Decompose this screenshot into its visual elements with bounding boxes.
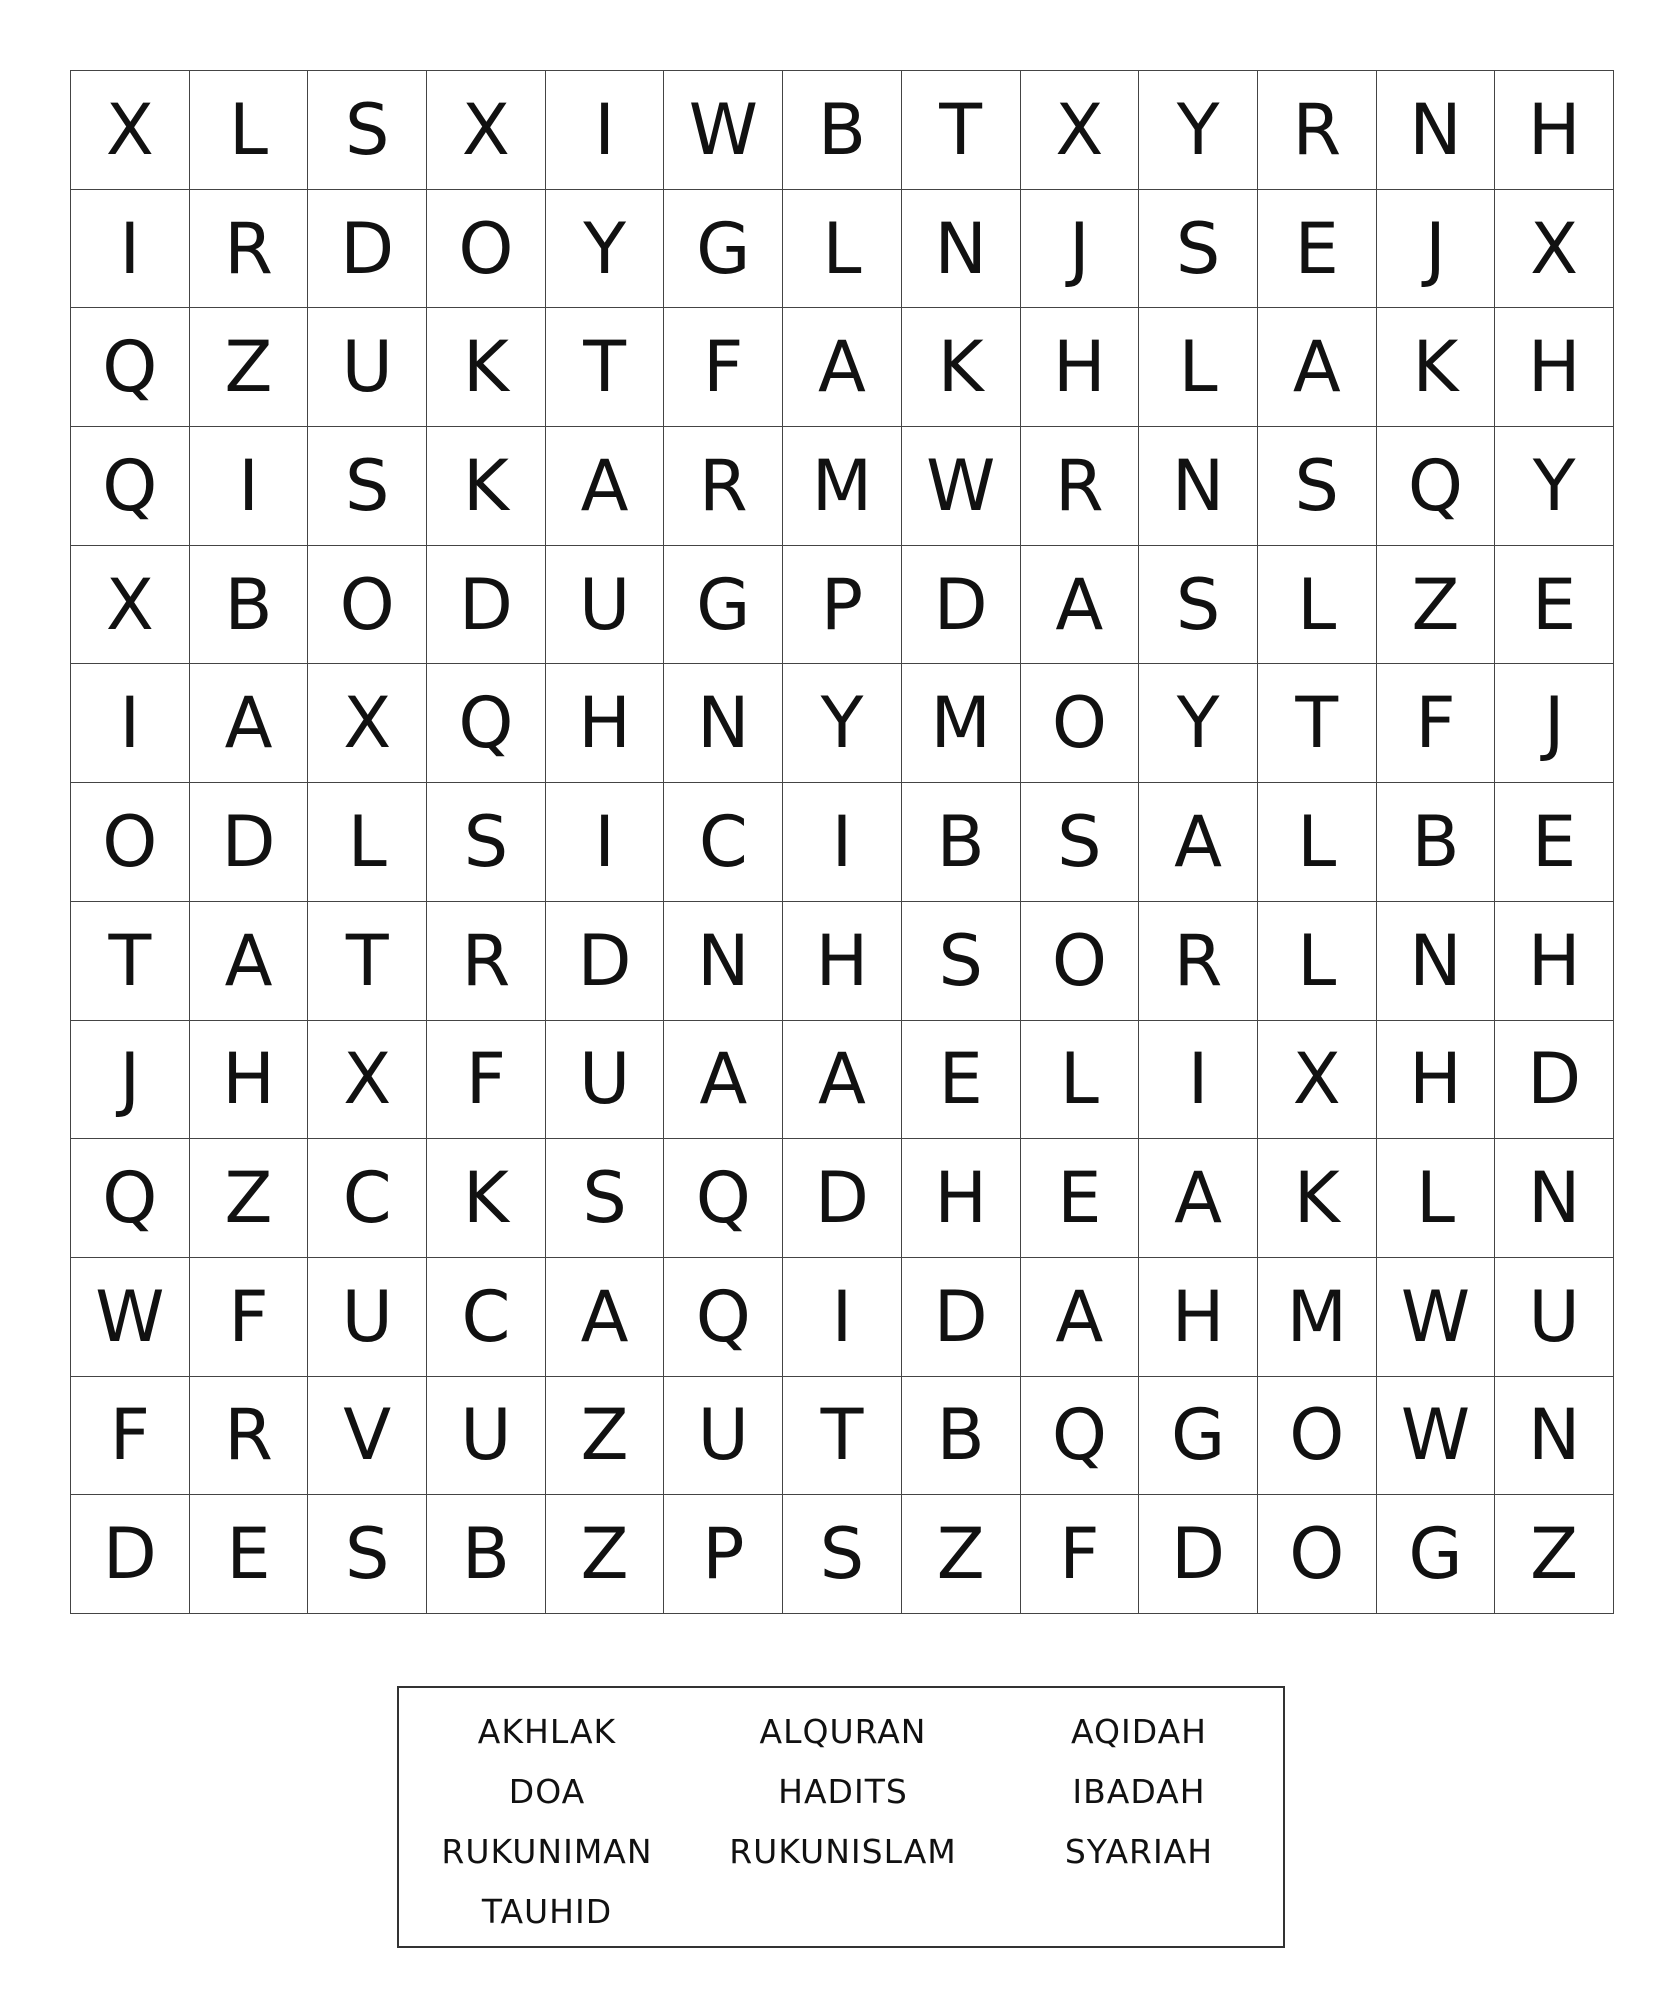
grid-cell[interactable]: U [427, 1377, 546, 1496]
grid-cell[interactable]: X [1258, 1021, 1377, 1140]
grid-cell[interactable]: O [1258, 1495, 1377, 1614]
grid-cell[interactable]: S [546, 1139, 665, 1258]
grid-cell[interactable]: A [546, 1258, 665, 1377]
grid-cell[interactable]: H [783, 902, 902, 1021]
grid-cell[interactable]: L [783, 190, 902, 309]
grid-cell[interactable]: Q [71, 1139, 190, 1258]
grid-cell[interactable]: F [1377, 664, 1496, 783]
grid-cell[interactable]: O [71, 783, 190, 902]
grid-cell[interactable]: L [190, 71, 309, 190]
word-bank-item: HADITS [778, 1772, 908, 1811]
grid-cell[interactable]: W [1377, 1377, 1496, 1496]
grid-cell[interactable]: X [71, 546, 190, 665]
grid-cell[interactable]: M [1258, 1258, 1377, 1377]
grid-cell[interactable]: A [783, 1021, 902, 1140]
grid-cell[interactable]: F [190, 1258, 309, 1377]
grid-cell[interactable]: J [1495, 664, 1614, 783]
grid-cell[interactable]: S [308, 1495, 427, 1614]
grid-cell[interactable]: A [664, 1021, 783, 1140]
grid-cell[interactable]: W [902, 427, 1021, 546]
grid-cell[interactable]: Z [190, 1139, 309, 1258]
grid-cell[interactable]: C [664, 783, 783, 902]
grid-cell[interactable]: A [190, 664, 309, 783]
grid-cell[interactable]: R [664, 427, 783, 546]
grid-cell[interactable]: U [546, 546, 665, 665]
grid-cell[interactable]: P [664, 1495, 783, 1614]
grid-cell[interactable]: E [1495, 546, 1614, 665]
grid-cell[interactable]: W [664, 71, 783, 190]
word-bank-item: AKHLAK [477, 1712, 617, 1751]
grid-cell[interactable]: K [427, 308, 546, 427]
grid-cell[interactable]: S [1139, 190, 1258, 309]
grid-cell[interactable]: X [1021, 71, 1140, 190]
grid-cell[interactable]: X [71, 71, 190, 190]
grid-cell[interactable]: S [308, 71, 427, 190]
grid-cell[interactable]: N [1139, 427, 1258, 546]
grid-cell[interactable]: M [902, 664, 1021, 783]
grid-cell[interactable]: D [1139, 1495, 1258, 1614]
grid-cell[interactable]: I [71, 664, 190, 783]
letter-grid [70, 70, 1614, 1614]
grid-cell[interactable]: I [71, 190, 190, 309]
grid-cell[interactable]: Q [71, 427, 190, 546]
grid-cell[interactable]: H [1021, 308, 1140, 427]
grid-cell[interactable]: T [902, 71, 1021, 190]
grid-cell[interactable]: Q [664, 1258, 783, 1377]
grid-cell[interactable]: R [190, 190, 309, 309]
grid-cell[interactable]: X [1495, 190, 1614, 309]
grid-cell[interactable]: N [664, 902, 783, 1021]
grid-cell[interactable]: B [902, 1377, 1021, 1496]
grid-cell[interactable]: N [1377, 902, 1496, 1021]
grid-cell[interactable]: R [427, 902, 546, 1021]
grid-cell[interactable]: O [1021, 664, 1140, 783]
grid-cell[interactable]: L [1258, 783, 1377, 902]
word-bank [397, 1686, 1285, 1948]
grid-cell[interactable]: N [1495, 1139, 1614, 1258]
word-bank-item: TAUHID [481, 1892, 613, 1931]
grid-cell[interactable]: D [546, 902, 665, 1021]
word-bank-item: AQIDAH [1071, 1712, 1207, 1751]
grid-cell[interactable]: Y [546, 190, 665, 309]
grid-cell[interactable]: A [783, 308, 902, 427]
grid-cell[interactable]: B [783, 71, 902, 190]
grid-cell[interactable]: C [427, 1258, 546, 1377]
grid-cell[interactable]: T [783, 1377, 902, 1496]
grid-cell[interactable]: Y [1139, 71, 1258, 190]
grid-cell[interactable]: D [190, 783, 309, 902]
grid-cell[interactable]: H [1377, 1021, 1496, 1140]
grid-cell[interactable]: Z [546, 1377, 665, 1496]
grid-cell[interactable]: J [71, 1021, 190, 1140]
word-bank-item: DOA [508, 1772, 586, 1811]
grid-cell[interactable]: U [664, 1377, 783, 1496]
grid-cell[interactable]: E [902, 1021, 1021, 1140]
grid-cell[interactable]: I [546, 783, 665, 902]
grid-cell[interactable]: Z [1377, 546, 1496, 665]
grid-cell[interactable]: L [1377, 1139, 1496, 1258]
grid-cell[interactable]: A [1139, 783, 1258, 902]
grid-cell[interactable]: R [190, 1377, 309, 1496]
grid-cell[interactable]: X [308, 664, 427, 783]
grid-cell[interactable]: B [902, 783, 1021, 902]
grid-cell[interactable]: E [1021, 1139, 1140, 1258]
grid-cell[interactable]: F [71, 1377, 190, 1496]
grid-cell[interactable]: O [1021, 902, 1140, 1021]
grid-cell[interactable]: W [71, 1258, 190, 1377]
grid-cell[interactable]: J [1021, 190, 1140, 309]
grid-cell[interactable]: K [427, 1139, 546, 1258]
grid-cell[interactable]: S [902, 902, 1021, 1021]
grid-cell[interactable]: I [783, 1258, 902, 1377]
grid-cell[interactable]: X [308, 1021, 427, 1140]
grid-cell[interactable]: L [1258, 546, 1377, 665]
grid-cell[interactable]: U [1495, 1258, 1614, 1377]
grid-cell[interactable]: S [1139, 546, 1258, 665]
grid-cell[interactable]: Q [427, 664, 546, 783]
grid-cell[interactable]: Y [783, 664, 902, 783]
grid-cell[interactable]: A [1021, 1258, 1140, 1377]
grid-cell[interactable]: X [427, 71, 546, 190]
grid-cell[interactable]: I [190, 427, 309, 546]
grid-cell[interactable]: E [1495, 783, 1614, 902]
grid-cell[interactable]: Z [190, 308, 309, 427]
grid-cell[interactable]: H [1495, 308, 1614, 427]
grid-cell[interactable]: G [1377, 1495, 1496, 1614]
word-bank-item: RUKUNIMAN [441, 1832, 653, 1871]
grid-cell[interactable]: Q [1021, 1377, 1140, 1496]
grid-cell[interactable]: G [664, 190, 783, 309]
grid-cell[interactable]: A [190, 902, 309, 1021]
grid-cell[interactable]: K [1377, 308, 1496, 427]
grid-cell[interactable]: H [902, 1139, 1021, 1258]
grid-cell[interactable]: I [1139, 1021, 1258, 1140]
grid-cell[interactable]: D [427, 546, 546, 665]
grid-cell[interactable]: F [664, 308, 783, 427]
grid-cell[interactable]: Q [71, 308, 190, 427]
word-bank-item: ALQURAN [759, 1712, 927, 1751]
grid-cell[interactable]: K [1258, 1139, 1377, 1258]
grid-cell[interactable]: E [1258, 190, 1377, 309]
word-bank-item: IBADAH [1072, 1772, 1206, 1811]
grid-cell[interactable]: R [1139, 902, 1258, 1021]
grid-cell[interactable]: I [546, 71, 665, 190]
grid-cell[interactable]: F [427, 1021, 546, 1140]
grid-cell[interactable]: L [1139, 308, 1258, 427]
grid-cell[interactable]: H [1495, 71, 1614, 190]
grid-cell[interactable]: Y [1495, 427, 1614, 546]
grid-cell[interactable]: U [308, 308, 427, 427]
grid-cell[interactable]: O [427, 190, 546, 309]
grid-cell[interactable]: B [427, 1495, 546, 1614]
grid-cell[interactable]: R [1021, 427, 1140, 546]
grid-cell[interactable]: D [902, 1258, 1021, 1377]
grid-cell[interactable]: Z [902, 1495, 1021, 1614]
grid-cell[interactable]: H [546, 664, 665, 783]
grid-cell[interactable]: A [1021, 546, 1140, 665]
grid-cell[interactable]: S [1021, 783, 1140, 902]
grid-cell[interactable]: T [1258, 664, 1377, 783]
grid-cell[interactable]: B [1377, 783, 1496, 902]
grid-cell[interactable]: T [546, 308, 665, 427]
grid-cell[interactable]: U [546, 1021, 665, 1140]
grid-cell[interactable]: N [1495, 1377, 1614, 1496]
grid-cell[interactable]: N [664, 664, 783, 783]
grid-cell[interactable]: F [1021, 1495, 1140, 1614]
grid-cell[interactable]: J [1377, 190, 1496, 309]
grid-cell[interactable]: N [902, 190, 1021, 309]
grid-cell[interactable]: D [71, 1495, 190, 1614]
word-bank-item: SYARIAH [1064, 1832, 1214, 1871]
grid-cell[interactable]: K [902, 308, 1021, 427]
grid-cell[interactable]: Y [1139, 664, 1258, 783]
grid-cell[interactable]: D [902, 546, 1021, 665]
grid-cell[interactable]: O [308, 546, 427, 665]
grid-cell[interactable]: M [783, 427, 902, 546]
grid-cell[interactable]: Z [546, 1495, 665, 1614]
grid-cell[interactable]: Z [1495, 1495, 1614, 1614]
grid-cell[interactable]: N [1377, 71, 1496, 190]
grid-cell[interactable]: O [1258, 1377, 1377, 1496]
grid-cell[interactable]: H [1495, 902, 1614, 1021]
grid-cell[interactable]: T [308, 902, 427, 1021]
grid-cell[interactable]: Q [1377, 427, 1496, 546]
grid-cell[interactable]: P [783, 546, 902, 665]
grid-cell[interactable]: D [783, 1139, 902, 1258]
grid-cell[interactable]: H [1139, 1258, 1258, 1377]
grid-cell[interactable]: S [783, 1495, 902, 1614]
grid-cell[interactable]: D [308, 190, 427, 309]
grid-cell[interactable]: Q [664, 1139, 783, 1258]
grid-cell[interactable]: R [1258, 71, 1377, 190]
grid-cell[interactable]: A [546, 427, 665, 546]
grid-cell[interactable]: D [1495, 1021, 1614, 1140]
grid-cell[interactable]: S [308, 427, 427, 546]
grid-cell[interactable]: C [308, 1139, 427, 1258]
grid-cell[interactable]: S [427, 783, 546, 902]
grid-cell[interactable]: T [71, 902, 190, 1021]
grid-cell[interactable]: G [1139, 1377, 1258, 1496]
grid-cell[interactable]: I [783, 783, 902, 902]
grid-cell[interactable]: A [1139, 1139, 1258, 1258]
grid-cell[interactable]: K [427, 427, 546, 546]
word-bank-item: RUKUNISLAM [729, 1832, 957, 1871]
grid-cell[interactable]: L [308, 783, 427, 902]
grid-cell[interactable]: U [308, 1258, 427, 1377]
grid-cell[interactable]: G [664, 546, 783, 665]
grid-cell[interactable]: A [1258, 308, 1377, 427]
grid-cell[interactable]: B [190, 546, 309, 665]
grid-cell[interactable]: E [190, 1495, 309, 1614]
grid-cell[interactable]: W [1377, 1258, 1496, 1377]
grid-cell[interactable]: L [1021, 1021, 1140, 1140]
grid-cell[interactable]: V [308, 1377, 427, 1496]
grid-cell[interactable]: H [190, 1021, 309, 1140]
grid-cell[interactable]: L [1258, 902, 1377, 1021]
grid-cell[interactable]: S [1258, 427, 1377, 546]
